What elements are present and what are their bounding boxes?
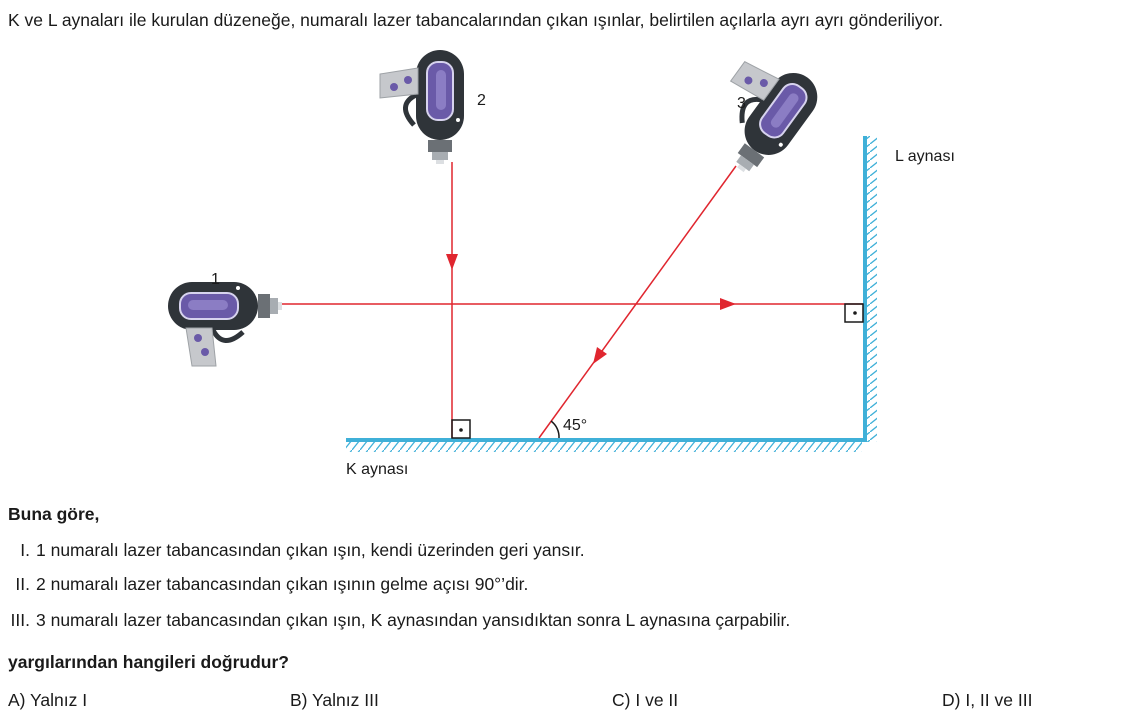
l-mirror-hatch (866, 136, 877, 442)
k-mirror-label: K aynası (346, 461, 409, 478)
option-d[interactable] (942, 690, 1032, 711)
laser-gun-1-icon (168, 282, 282, 366)
question-prompt: yargılarından hangileri doğrudur? (8, 652, 289, 672)
k-mirror-hatch (346, 441, 862, 452)
option-c[interactable] (612, 690, 678, 711)
statement-3 (0, 610, 790, 631)
ray-1-arrow (720, 298, 736, 310)
l-mirror-label: L aynası (895, 148, 955, 165)
option-text: Yalnız III (312, 690, 379, 710)
gun-2-label: 2 (477, 92, 486, 109)
laser-gun-2-icon (380, 50, 464, 164)
option-text: Yalnız I (30, 690, 88, 710)
ray-3 (539, 166, 736, 438)
option-key: B) (290, 690, 308, 710)
option-key: A) (8, 690, 26, 710)
laser-gun-3-icon (692, 42, 827, 184)
statement-text: 1 numaralı lazer tabancasından çıkan ışın, kendi üzerinden geri yansır. (36, 540, 585, 560)
gun-3-label: 3 (737, 95, 746, 112)
statement-1 (0, 540, 585, 561)
option-text: I, II ve III (965, 690, 1033, 710)
option-key: C) (612, 690, 631, 710)
question-intro: K ve L aynaları ile kurulan düzeneğe, numaralı lazer tabancalarından çıkan ışınlar, belirtilen açılarla ayrı ayrı gönderiliyor. (8, 10, 944, 30)
ray-3-arrow (593, 347, 607, 364)
gun-1-label: 1 (211, 271, 220, 288)
angle-label: 45° (563, 417, 588, 434)
statement-number: I. (20, 540, 30, 560)
option-b[interactable] (290, 690, 379, 711)
lead-text: Buna göre, (8, 504, 100, 524)
statement-text: 2 numaralı lazer tabancasından çıkan ışının gelme açısı 90°’dir. (36, 574, 529, 594)
statement-number: III. (10, 610, 30, 630)
option-key: D) (942, 690, 961, 710)
statement-2 (0, 574, 528, 595)
statement-text: 3 numaralı lazer tabancasından çıkan ışın, K aynasından yansıdıktan sonra L aynasına çarpabilir. (36, 610, 791, 630)
option-a[interactable] (8, 690, 87, 711)
option-text: I ve II (635, 690, 679, 710)
statement-number: II. (15, 574, 30, 594)
ray-2-arrow (446, 254, 458, 270)
angle-arc (551, 421, 559, 438)
